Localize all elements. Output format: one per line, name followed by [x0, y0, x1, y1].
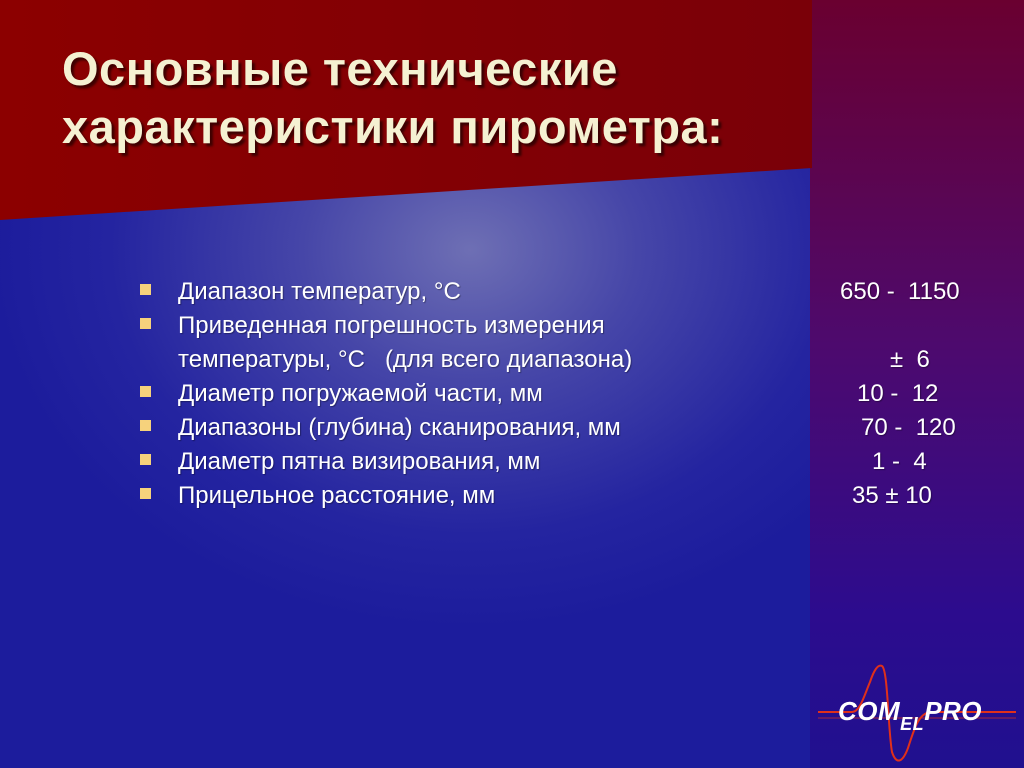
spec-item-aiming-distance	[0, 479, 1024, 513]
square-bullet-icon	[140, 420, 151, 431]
logo-text-part3: PRO	[924, 696, 983, 726]
spec-value: ± 6	[890, 346, 930, 373]
spec-value: 70 - 120	[861, 414, 956, 441]
spec-item-accuracy	[0, 309, 1024, 343]
square-bullet-icon	[140, 318, 151, 329]
logo-wordmark	[838, 696, 983, 734]
square-bullet-icon	[140, 488, 151, 499]
spec-label: Приведенная погрешность измерения	[178, 312, 605, 339]
spec-label: Диаметр погружаемой части, мм	[178, 380, 543, 407]
spec-label: температуры, °С (для всего диапазона)	[178, 346, 633, 373]
spec-value: 10 - 12	[857, 380, 939, 407]
spec-label: Диапазоны (глубина) сканирования, мм	[178, 414, 621, 441]
spec-item-accuracy-continued	[0, 343, 1024, 377]
spec-label: Диаметр пятна визирования, мм	[178, 448, 541, 475]
spec-item-temperature-range	[0, 275, 1024, 309]
square-bullet-icon	[140, 454, 151, 465]
slide-title	[62, 40, 822, 156]
spec-label: Диапазон температур, °С	[178, 278, 461, 305]
title-line-2: характеристики пирометра:	[62, 100, 724, 153]
spec-item-immersion-diameter	[0, 377, 1024, 411]
spec-value: 1 - 4	[872, 448, 927, 475]
square-bullet-icon	[140, 284, 151, 295]
square-bullet-icon	[140, 386, 151, 397]
logo-text-part1: COM	[838, 696, 901, 726]
title-line-1: Основные технические	[62, 42, 618, 95]
spec-value: 650 - 1150	[840, 278, 960, 305]
logo-text-part2: EL	[900, 714, 925, 734]
spec-item-spot-diameter	[0, 445, 1024, 479]
spec-label: Прицельное расстояние, мм	[178, 482, 496, 509]
spec-value: 35 ± 10	[852, 482, 932, 509]
spec-item-scan-range	[0, 411, 1024, 445]
